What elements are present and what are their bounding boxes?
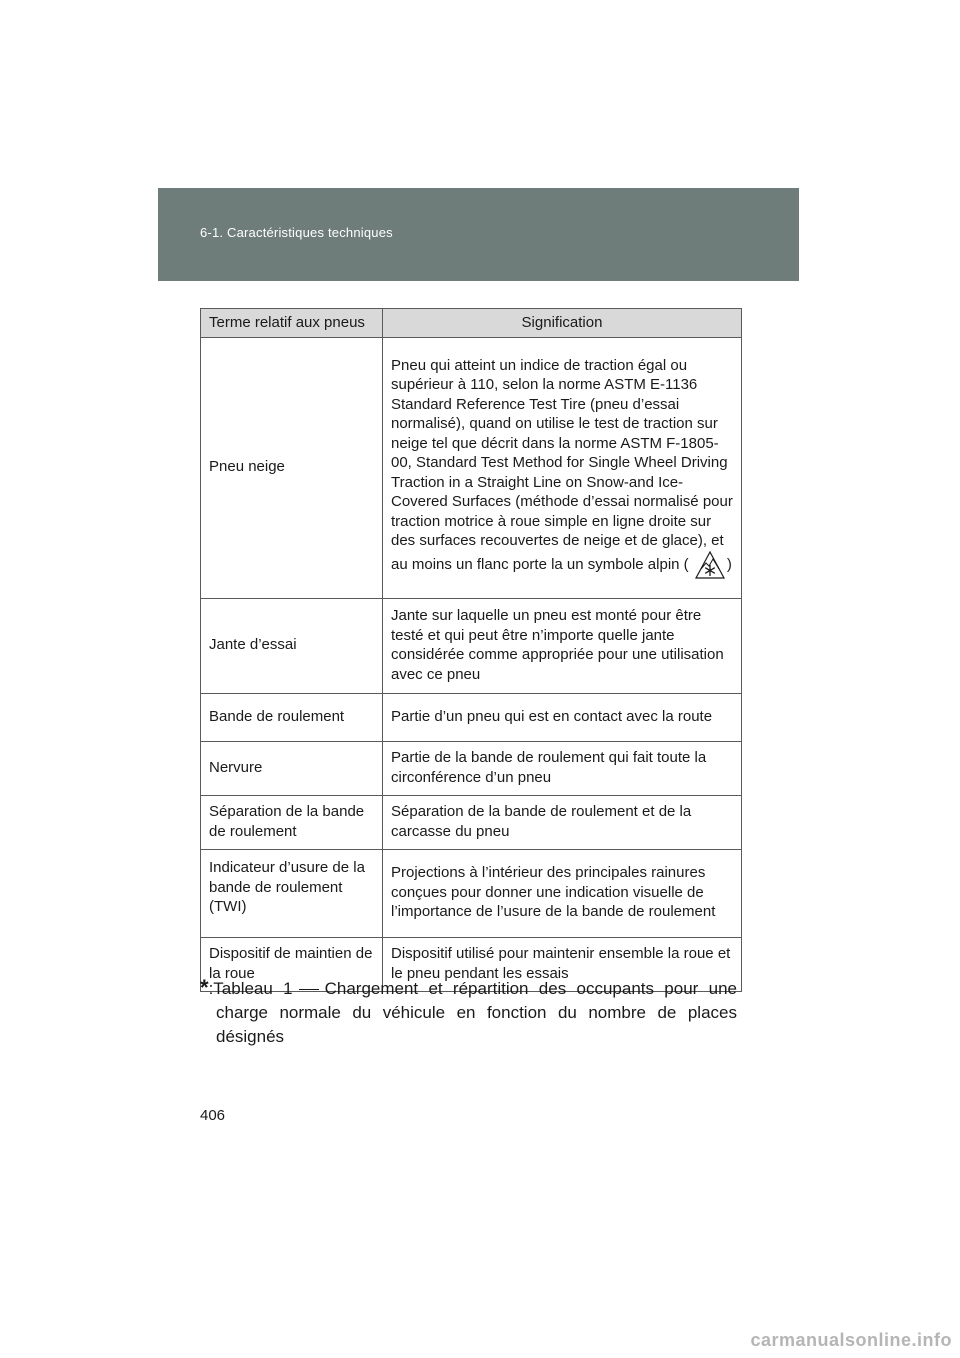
column-header-term: Terme relatif aux pneus	[201, 309, 383, 338]
term-cell: Jante d’essai	[201, 599, 383, 694]
term-cell: Dispositif de maintien de la roue	[201, 938, 383, 992]
term-cell: Nervure	[201, 742, 383, 796]
table-header-row	[201, 309, 742, 338]
table-row	[201, 694, 742, 742]
meaning-cell: Partie de la bande de roulement qui fait toute la circonférence d’un pneu	[383, 742, 742, 796]
meaning-cell	[383, 338, 742, 599]
meaning-cell: Projections à l’intérieur des principales rainures conçues pour donner une indication visuelle de l’importance de l’usure de la bande de roulement	[383, 850, 742, 938]
table-footnote	[200, 976, 737, 1049]
alpine-snowflake-icon	[695, 551, 725, 579]
column-header-meaning: Signification	[383, 309, 742, 338]
table-row	[201, 796, 742, 850]
meaning-cell: Partie d’un pneu qui est en contact avec la route	[383, 694, 742, 742]
tire-terms-table	[200, 308, 742, 992]
meaning-text-tail: )	[726, 555, 732, 573]
term-cell: Pneu neige	[201, 338, 383, 599]
footnote-prefix: :Tableau 1	[208, 979, 293, 998]
meaning-cell: Séparation de la bande de roulement et de la carcasse du pneu	[383, 796, 742, 850]
meaning-cell: Jante sur laquelle un pneu est monté pour être testé et qui peut être n’importe quelle jante considérée comme appropriée pour une utilisation avec ce pneu	[383, 599, 742, 694]
meaning-cell: Dispositif utilisé pour maintenir ensemble la roue et le pneu pendant les essais	[383, 938, 742, 992]
section-title: 6-1. Caractéristiques techniques	[200, 225, 393, 240]
table-row	[201, 338, 742, 599]
page-number: 406	[200, 1107, 226, 1124]
table-row	[201, 742, 742, 796]
footnote-marker: *	[200, 975, 209, 1000]
term-cell: Indicateur d’usure de la bande de roulement (TWI)	[201, 850, 383, 938]
term-cell: Séparation de la bande de roulement	[201, 796, 383, 850]
meaning-text: Pneu qui atteint un indice de traction égal ou supérieur à 110, selon la norme ASTM E-1136 Standard Reference Test Tire (pneu d’essai normalisé), quand on utilise le test de traction sur neige tel que décrit dans la norme ASTM F-1805-00, Standard Test Method for Single Wheel Driving Traction in a Straight Line on Snow-and Ice-Covered Surfaces (méthode d’essai normalisé pour traction motrice à roue simple en ligne droite sur des surfaces recouvertes de neige et de glace), et au moins un flanc porte la un symbole alpin (	[391, 356, 733, 573]
table-row	[201, 850, 742, 938]
table-row	[201, 599, 742, 694]
footnote-text-line-1: Chargement et répartition des occupants pour une	[324, 979, 737, 998]
term-cell: Bande de roulement	[201, 694, 383, 742]
footnote-line-1	[200, 976, 737, 1001]
footnote-dash	[299, 989, 319, 990]
footnote-line-3: désignés	[216, 1027, 285, 1046]
footnote-line-2: charge normale du véhicule en fonction du nombre de places	[216, 1003, 737, 1022]
watermark: carmanualsonline.info	[750, 1330, 952, 1350]
